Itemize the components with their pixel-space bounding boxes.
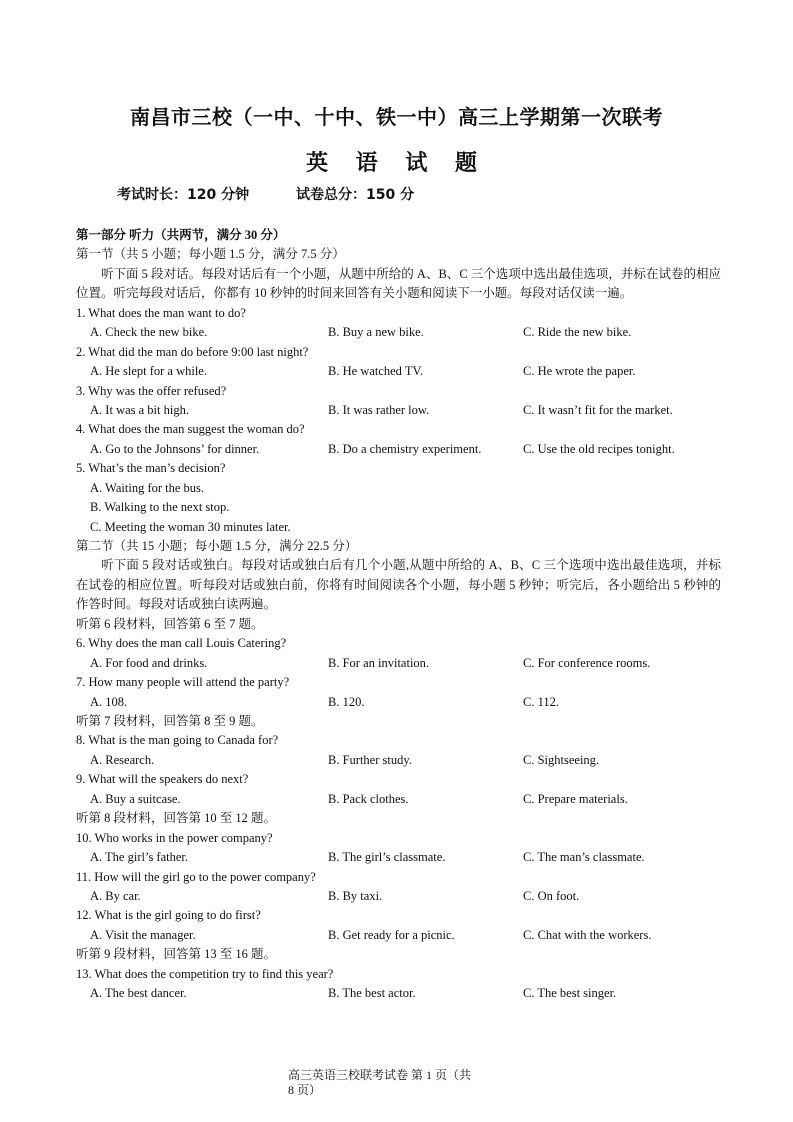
section1-instructions: 听下面 5 段对话。每段对话后有一个小题，从题中所给的 A、B、C 三个选项中选出最佳选项，并标在试卷的相应位置。听完每段对话后，你都有 10 秒钟的时间来回答有关小题和阅读下一小题。每段对话仅读一遍。 — [76, 266, 721, 301]
option-a: A. Buy a suitcase. — [90, 791, 181, 806]
question-stem: 4. What does the man suggest the woman do? — [76, 422, 305, 437]
question-options — [76, 887, 721, 906]
option-c: C. Use the old recipes tonight. — [523, 441, 675, 456]
material-header: 听第 9 段材料，回答第 13 至 16 题。 — [76, 947, 277, 962]
part1-heading: 第一部分 听力（共两节，满分 30 分） — [76, 228, 286, 242]
option-c: C. He wrote the paper. — [523, 364, 636, 379]
exam-total-score: 试卷总分：150 分 — [295, 187, 415, 203]
option-b: B. Further study. — [328, 752, 412, 767]
option-a: A. Check the new bike. — [90, 325, 208, 340]
question-stem: 9. What will the speakers do next? — [76, 772, 249, 787]
question-options — [76, 926, 721, 945]
option-c: C. The man’s classmate. — [523, 850, 645, 865]
question-options — [76, 693, 721, 712]
question-options — [76, 984, 721, 1003]
option-b: B. Buy a new bike. — [328, 325, 424, 340]
question-options — [76, 362, 721, 381]
option-a: A. 108. — [90, 694, 128, 709]
question-stem: 7. How many people will attend the party? — [76, 675, 290, 690]
option-c: C. On foot. — [523, 888, 580, 903]
option-b: B. The best actor. — [328, 986, 416, 1001]
question-stem: 12. What is the girl going to do first? — [76, 908, 261, 923]
option-b: B. Do a chemistry experiment. — [328, 441, 482, 456]
option-b: B. For an invitation. — [328, 655, 430, 670]
option-a: A. It was a bit high. — [90, 402, 189, 417]
option-a: A. By car. — [90, 888, 141, 903]
material-header: 听第 8 段材料，回答第 10 至 12 题。 — [76, 811, 277, 826]
option-c: C. Ride the new bike. — [523, 325, 632, 340]
section1-heading: 第一节（共 5 小题；每小题 1.5 分，满分 7.5 分） — [76, 247, 345, 262]
option-b: B. It was rather low. — [328, 402, 430, 417]
section2-instructions: 听下面 5 段对话或独白。每段对话或独白后有几个小题,从题中所给的 A、B、C 三个选项中选出最佳选项，并标在试卷的相应位置。听每段对话或独白前，你将有时间阅读各个小题，每小题 5 秒钟；听完后，各小题给出 5 秒钟的作答时间。每段对话或独白读两遍。 — [76, 558, 721, 612]
option-a: A. For food and drinks. — [90, 655, 208, 670]
question-stem: 13. What does the competition try to find this year? — [76, 966, 334, 981]
question-options — [76, 848, 721, 867]
question-options — [76, 401, 721, 420]
option-a: A. The girl’s father. — [90, 850, 189, 865]
option-c: C. Sightseeing. — [523, 752, 600, 767]
option-b: B. By taxi. — [328, 888, 383, 903]
footer-line-1: 高三英语三校联考试卷 第 1 页（共 — [288, 1068, 472, 1082]
question-options — [76, 654, 721, 673]
option-a: A. Research. — [90, 752, 155, 767]
question-options — [76, 323, 721, 342]
question-stem: 6. Why does the man call Louis Catering? — [76, 636, 287, 651]
question-stem: 3. Why was the offer refused? — [76, 383, 227, 398]
option-c: C. The best singer. — [523, 986, 617, 1001]
question-options — [76, 751, 721, 770]
question-stem: 10. Who works in the power company? — [76, 830, 273, 845]
exam-duration: 考试时长：120 分钟 — [117, 187, 250, 203]
material-header: 听第 6 段材料，回答第 6 至 7 题。 — [76, 616, 264, 631]
option-a: A. The best dancer. — [90, 986, 187, 1001]
option-a: A. He slept for a while. — [90, 364, 207, 379]
section2-heading: 第二节（共 15 小题；每小题 1.5 分，满分 22.5 分） — [76, 539, 358, 554]
question-options — [76, 440, 721, 459]
option-b: B. 120. — [328, 694, 365, 709]
exam-content — [76, 226, 721, 1004]
page-title: 南昌市三校（一中、十中、铁一中）高三上学期第一次联考 — [130, 105, 663, 129]
option-a: A. Waiting for the bus. — [90, 480, 205, 495]
option-a: A. Go to the Johnsons’ for dinner. — [90, 441, 260, 456]
option-b: B. The girl’s classmate. — [328, 850, 446, 865]
option-c: C. For conference rooms. — [523, 655, 651, 670]
option-c: C. Prepare materials. — [523, 791, 628, 806]
option-b: B. Get ready for a picnic. — [328, 927, 455, 942]
option-c: C. Chat with the workers. — [523, 927, 652, 942]
question-options — [76, 790, 721, 809]
option-a: A. Visit the manager. — [90, 927, 196, 942]
page-footer — [288, 1068, 508, 1098]
option-b: B. Walking to the next stop. — [90, 500, 230, 515]
option-c: C. Meeting the woman 30 minutes later. — [90, 519, 291, 534]
question-stem: 8. What is the man going to Canada for? — [76, 733, 279, 748]
footer-line-2: 8 页） — [288, 1083, 322, 1097]
option-b: B. Pack clothes. — [328, 791, 409, 806]
subject-title: 英 语 试 题 — [306, 151, 487, 176]
material-header: 听第 7 段材料，回答第 8 至 9 题。 — [76, 714, 264, 729]
option-b: B. He watched TV. — [328, 364, 424, 379]
question-stem: 5. What’s the man’s decision? — [76, 461, 226, 476]
question-stem: 1. What does the man want to do? — [76, 305, 246, 320]
question-stem: 11. How will the girl go to the power company? — [76, 869, 316, 884]
option-c: C. 112. — [523, 694, 559, 709]
option-c: C. It wasn’t fit for the market. — [523, 402, 673, 417]
exam-info — [117, 184, 456, 204]
question-stem: 2. What did the man do before 9:00 last night? — [76, 344, 309, 359]
